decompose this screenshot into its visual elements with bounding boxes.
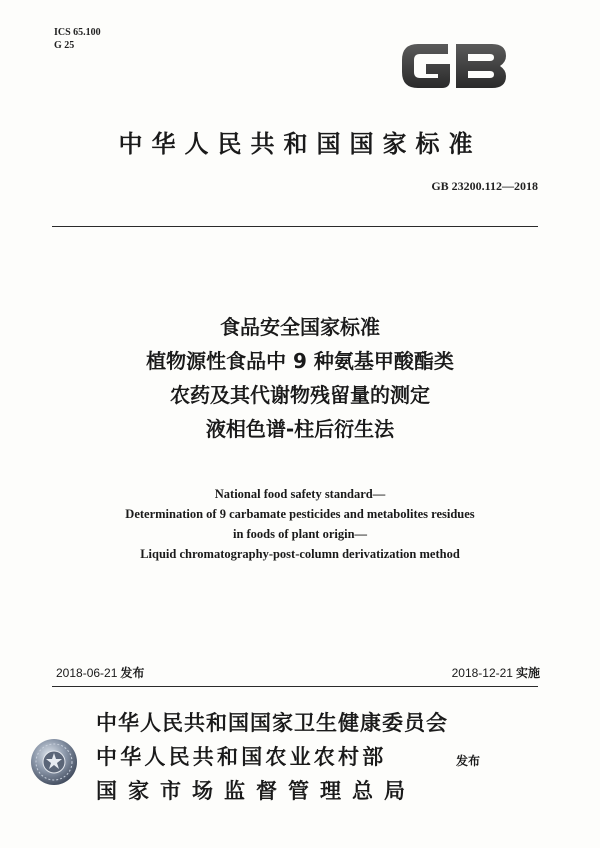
issuer-health-commission: 中华人民共和国国家卫生健康委员会	[96, 711, 448, 735]
publish-label: 发布	[456, 754, 481, 768]
english-title-line: Determination of 9 carbamate pesticides and metabolites residues	[125, 507, 475, 521]
ics-code: ICS 65.100	[54, 27, 101, 38]
chinese-title-line: 食品安全国家标准	[220, 315, 380, 339]
chinese-title-line: 液相色谱-柱后衍生法	[205, 417, 395, 441]
issuer-market-regulation: 国家市场监督管理总局	[96, 779, 416, 803]
chinese-title-line: 农药及其代谢物残留量的测定	[170, 383, 430, 407]
gb-logo	[398, 40, 510, 92]
english-title-line: Liquid chromatography-post-column derivatization method	[140, 547, 460, 561]
issuing-authorities	[96, 706, 448, 808]
national-standard-heading: 中华人民共和国国家标准	[118, 130, 482, 158]
top-divider	[52, 226, 538, 227]
standard-number: GB 23200.112—2018	[431, 179, 538, 193]
bottom-divider	[52, 686, 538, 687]
anti-counterfeit-seal-icon	[30, 738, 78, 786]
chinese-title	[40, 310, 560, 446]
implement-date: 2018-12-21	[451, 666, 513, 680]
issue-date: 2018-06-21	[56, 666, 118, 680]
issue-date-row	[56, 664, 144, 681]
chinese-title-line: 植物源性食品中 9 种氨基甲酸酯类	[146, 349, 454, 373]
issuer-agriculture-ministry: 中华人民共和国农业农村部	[96, 745, 387, 769]
implement-label: 实施	[515, 666, 540, 680]
classification-codes	[54, 26, 101, 52]
english-title-line: National food safety standard—	[214, 487, 386, 501]
english-title-line: in foods of plant origin—	[232, 527, 368, 541]
issue-label: 发布	[120, 666, 145, 680]
english-title	[40, 484, 560, 564]
implement-date-row	[452, 664, 540, 681]
ccs-code: G 25	[54, 40, 75, 51]
